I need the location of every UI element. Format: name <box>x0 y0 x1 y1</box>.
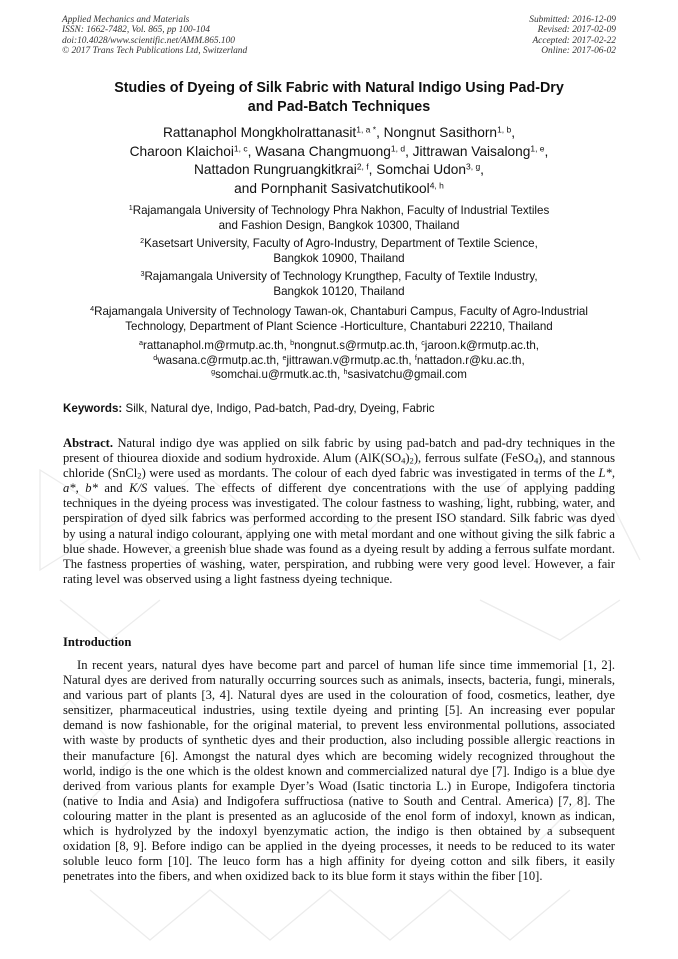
introduction-paragraph: In recent years, natural dyes have become part and parcel of human life since time immemorial [1, 2]. Natural dyes are derived from naturally occurring sources such as animals, insects, bacteria, fungi, minerals, and various part of plants [3, 4]. Natural dyes are used in the colouration of food, cosmetics, leather, dye sensitizer, pharmaceutical industries, using textile dyeing and printing [5]. An increasing ever popular demand is now fashionable, for the original material, to prevent less environmental pollutions, associated with waste by products of synthetic dyes and their production, also including possible allergic reactions in their manufacture [6]. Amongst the natural dyes which are becoming widely recognized throughout the world, indigo is the one which is the oldest known and commercialized natural dye [7]. Indigo is a blue dye derived from various plants for example Dyer’s Woad (Isatic tinctoria L.) in Europe, Indigofera tinctoria (native to India and Asia) and Indigofera suffructiosa (native to South and Central. America) [7, 8]. The colouring matter in the plant is presented as an aglucoside of the enol form of indoxyl, known as indican, which is hydrolyzed by the indoxyl byenzymatic action, the indigo is then obtained by a subsequent oxidation [8, 9]. Before indigo can be applied in the dyeing processes, it needs to be reduced to its water soluble leuco form [10]. The leuco form has a high affinity for dyeing cotton and silk fibers, it easily penetrates into the fibers, and when oxidized back to its blue form it stays within the fiber [10]. <box>63 658 615 884</box>
abstract-text: values. The effects of different dye concentrations with the use of applying padding techniques in the dyeing process was investigated. The colour fastness to washing, light, rubbing, water, and perspiration of dyed silk fabrics was performed according to the present ISO standard. Silk fabric was dyed by using a natural indigo colourant, applying one with metal mordant and one without giving the silk fabric a blue shade. However, a greenish blue shade was found as a dyeing result by adding a ferrous sulfate mordant. The fastness properties of washing, water, perspiration, and rubbing were very good level. However, a fair rating level was observed using a light fastness dyeing technique. <box>63 481 615 586</box>
author-line-1 <box>40 124 638 143</box>
title-line-2: and Pad-Batch Techniques <box>247 99 431 115</box>
abstract-paragraph <box>63 436 615 587</box>
author-affiliation-mark: 1, a * <box>356 124 377 135</box>
keywords-line <box>63 401 435 416</box>
affiliation-1 <box>40 204 638 233</box>
author-affiliation-mark: 1, c <box>233 142 248 153</box>
subscript: 2 <box>137 470 142 481</box>
doi-line: doi:10.4028/www.scientific.net/AMM.865.100 <box>62 35 235 46</box>
keywords-label: Keywords: <box>63 402 123 415</box>
author-line-2 <box>40 143 638 162</box>
online-date: Online: 2017-06-02 <box>541 46 616 57</box>
email-mark: g <box>211 367 216 377</box>
author-affiliation-mark: 3, g <box>466 161 481 172</box>
affiliation-line <box>40 204 638 219</box>
abstract-label: Abstract. <box>63 436 114 450</box>
author-affiliation-mark: 1, e <box>530 142 545 153</box>
affiliation-3 <box>40 270 638 299</box>
abstract-text: ) were used as mordants. The colour of each dyed fabric was investigated in terms of the <box>141 466 599 481</box>
affiliation-number: 2 <box>140 236 145 246</box>
affiliation-line <box>40 237 638 252</box>
email-address[interactable]: nongnut.s@rmutp.ac.th, <box>294 339 422 352</box>
author-separator: , <box>544 143 549 159</box>
author-name: Jittrawan Vaisalong <box>412 143 531 159</box>
author-name: Wasana Changmuong <box>255 143 391 159</box>
email-address[interactable]: rattanaphol.m@rmutp.ac.th, <box>142 339 291 352</box>
author-name: Rattanaphol Mongkholrattanasit <box>162 125 357 140</box>
affiliation-number: 1 <box>128 203 133 213</box>
italic-term: K/S <box>129 481 148 496</box>
email-address[interactable]: jittrawan.v@rmutp.ac.th, <box>286 353 415 367</box>
email-mark: a <box>138 338 143 348</box>
affiliation-text: Kasetsart University, Faculty of Agro-Industry, Department of Textile Science, <box>144 237 538 250</box>
abstract-text: , <box>75 481 86 496</box>
affiliation-line: Bangkok 10900, Thailand <box>273 251 405 265</box>
author-line-4 <box>40 180 638 199</box>
affiliation-line <box>40 305 638 320</box>
author-affiliation-mark: 2, f <box>356 161 369 172</box>
email-mark: b <box>290 338 295 348</box>
submitted-date: Submitted: 2016-12-09 <box>529 15 616 25</box>
author-separator: , <box>511 125 516 140</box>
email-address[interactable]: jaroon.k@rmutp.ac.th, <box>424 339 540 352</box>
email-address[interactable]: sasivatchu@gmail.com <box>347 368 467 382</box>
subscript: 2 <box>409 455 414 466</box>
abstract-text: ), ferrous sulfate (FeSO <box>413 451 534 466</box>
italic-term: b* <box>85 481 98 496</box>
affiliation-line: and Fashion Design, Bangkok 10300, Thailand <box>218 218 460 232</box>
affiliation-line: Bangkok 10120, Thailand <box>273 284 405 298</box>
author-name: Somchai Udon <box>376 162 467 177</box>
author-conjunction: and <box>234 180 261 196</box>
author-name: Charoon Klaichoi <box>129 143 234 159</box>
author-separator: , <box>368 162 377 177</box>
abstract-text: , <box>611 466 616 481</box>
email-line-3 <box>40 368 638 383</box>
title-line-1: Studies of Dyeing of Silk Fabric with Natural Indigo Using Pad-Dry <box>114 80 564 96</box>
abstract-text: Natural indigo dye was applied on silk fabric by using pad-batch and pad-dry techniques in the present of thiourea dioxide and sodium hydroxide. Alum (AlK(SO <box>63 436 615 466</box>
publication-dates <box>529 15 616 57</box>
accepted-date: Accepted: 2017-02-22 <box>532 35 616 46</box>
affiliation-line <box>40 270 638 285</box>
affiliation-number: 3 <box>140 269 145 279</box>
author-separator: , <box>376 125 384 140</box>
keywords-text: Silk, Natural dye, Indigo, Pad-batch, Pad-dry, Dyeing, Fabric <box>122 402 435 415</box>
email-mark: h <box>343 367 348 377</box>
abstract-text: ), and stannous chloride (SnCl <box>63 451 615 481</box>
author-name: Nongnut Sasithorn <box>383 125 498 140</box>
email-mark: f <box>414 352 417 362</box>
author-separator: , <box>405 143 413 159</box>
revised-date: Revised: 2017-02-09 <box>537 25 616 36</box>
italic-term: L* <box>598 466 612 481</box>
subscript: 4 <box>533 455 539 466</box>
email-mark: d <box>153 352 158 362</box>
affiliation-2 <box>40 237 638 266</box>
author-separator: , <box>247 143 256 159</box>
affiliation-text: Rajamangala University of Technology Phra Nakhon, Faculty of Industrial Textiles <box>132 204 550 217</box>
author-affiliation-mark: 1, d <box>390 142 406 153</box>
email-line-2 <box>40 354 638 369</box>
email-block <box>40 339 638 383</box>
author-list <box>40 124 638 198</box>
email-address[interactable]: nattadon.r@ku.ac.th, <box>416 353 525 367</box>
section-heading-introduction: Introduction <box>63 635 132 649</box>
author-line-3 <box>40 161 638 180</box>
email-mark: e <box>282 352 287 362</box>
affiliation-4 <box>40 305 638 334</box>
author-affiliation-mark: 1, b <box>497 124 512 135</box>
email-address[interactable]: somchai.u@rmutk.ac.th, <box>215 368 344 382</box>
author-separator: , <box>480 162 484 177</box>
author-name: Pornphanit Sasivatchutikool <box>260 180 430 196</box>
journal-name: Applied Mechanics and Materials <box>62 15 190 25</box>
affiliation-text: Rajamangala University of Technology Tawan-ok, Chantaburi Campus, Faculty of Agro-Industrial <box>94 305 588 318</box>
issn-line: ISSN: 1662-7482, Vol. 865, pp 100-104 <box>62 25 210 36</box>
subscript: 4 <box>401 455 406 466</box>
affiliation-number: 4 <box>90 304 95 314</box>
affiliation-text: Rajamangala University of Technology Krungthep, Faculty of Textile Industry, <box>144 270 538 283</box>
author-name: Nattadon Rungruangkitkrai <box>194 162 357 177</box>
email-line-1 <box>40 339 638 354</box>
paper-title <box>40 79 638 117</box>
email-mark: c <box>421 338 425 348</box>
abstract-text: ) <box>405 451 410 466</box>
journal-info <box>62 15 247 57</box>
copyright-line: © 2017 Trans Tech Publications Ltd, Switzerland <box>62 46 248 57</box>
email-address[interactable]: wasana.c@rmutp.ac.th, <box>157 353 283 367</box>
italic-term: a* <box>63 481 76 496</box>
abstract-text: and <box>97 481 130 496</box>
affiliation-line: Technology, Department of Plant Science -Horticulture, Chantaburi 22210, Thailand <box>125 319 553 333</box>
author-affiliation-mark: 4, h <box>429 179 444 190</box>
